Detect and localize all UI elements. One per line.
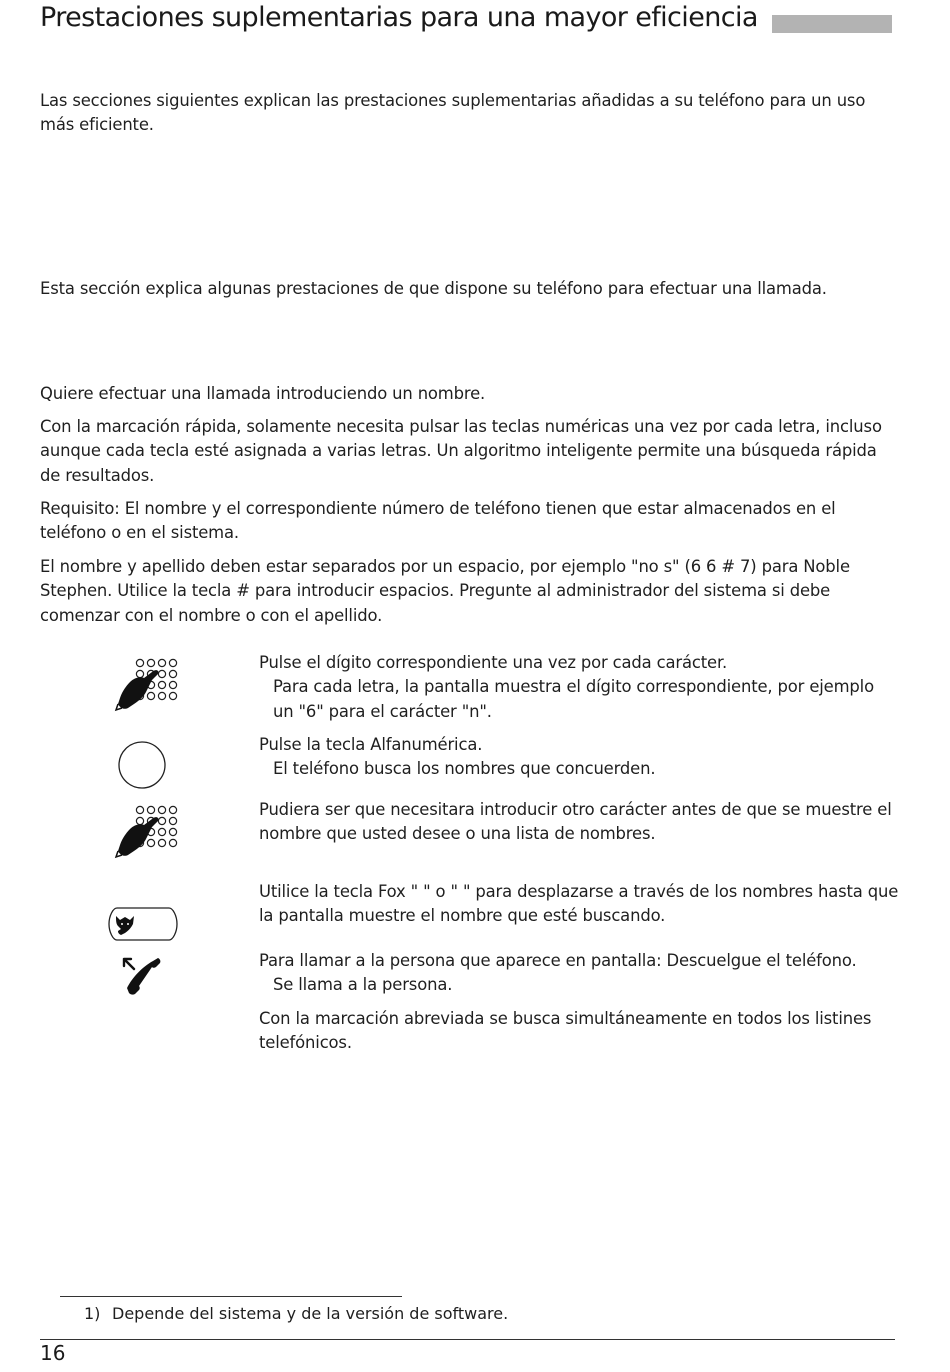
paragraph-name-format: El nombre y apellido deben estar separados por un espacio, por ejemplo "no s" (6 6 # 7) para Noble Stephen. Utilice la tecla # para introducir espacios. Pregunte al administrador del sistema si debe comenzar con el nombre o con el apellido.: [40, 557, 850, 625]
page-title: Prestaciones suplementarias para una mayor eficiencia: [40, 2, 758, 33]
step-2-main: Pulse la tecla Alfanumérica.: [259, 735, 483, 754]
step-2-sub: El teléfono busca los nombres que concuerden.: [273, 759, 656, 779]
page-bottom-rule: [40, 1339, 895, 1340]
note-paragraph: Con la marcación abreviada se busca simultáneamente en todos los listines telefónicos.: [259, 1009, 872, 1053]
fox-key-icon[interactable]: [107, 906, 179, 942]
step-1-text: [259, 651, 899, 724]
page-number: 16: [40, 1341, 66, 1365]
paragraph-purpose: Quiere efectuar una llamada introduciendo un nombre.: [40, 384, 486, 403]
paragraph-quick-dial: Con la marcación rápida, solamente necesita pulsar las teclas numéricas una vez por cada letra, incluso aunque cada tecla esté asignada a varias letras. Un algoritmo inteligente permite una búsqueda rápida de resultados.: [40, 417, 882, 485]
step-5-text: [259, 949, 899, 998]
section-paragraph: Esta sección explica algunas prestaciones de que dispone su teléfono para efectuar una llamada.: [40, 279, 827, 298]
step-4-main: Utilice la tecla Fox " " o " " para desplazarse a través de los nombres hasta que la pantalla muestre el nombre que esté buscando.: [259, 882, 899, 926]
title-accent-bar: [772, 15, 892, 33]
intro-paragraph: Las secciones siguientes explican las prestaciones suplementarias añadidas a su teléfono para un uso más eficiente.: [40, 91, 866, 135]
step-1-sub: Para cada letra, la pantalla muestra el dígito correspondiente, por ejemplo un "6" para el carácter "n".: [273, 677, 874, 721]
step-4-text: [259, 880, 899, 929]
footnote-number: 1): [84, 1304, 101, 1323]
footnote-rule: [60, 1296, 402, 1297]
handset-lift-icon: [120, 955, 164, 997]
keypad-hand-icon: [114, 654, 184, 712]
step-5-sub: Se llama a la persona.: [273, 975, 453, 995]
step-5-main: Para llamar a la persona que aparece en pantalla: Descuelgue el teléfono.: [259, 951, 857, 970]
step-1-main: Pulse el dígito correspondiente una vez por cada carácter.: [259, 653, 728, 672]
round-key-icon[interactable]: [117, 740, 169, 792]
keypad-hand-icon: [114, 801, 184, 859]
footnote-text: Depende del sistema y de la versión de software.: [112, 1304, 509, 1323]
paragraph-requirement: Requisito: El nombre y el correspondiente número de teléfono tienen que estar almacenados en el teléfono o en el sistema.: [40, 499, 836, 543]
footnote: [84, 1303, 508, 1325]
step-3-main: Pudiera ser que necesitara introducir otro carácter antes de que se muestre el nombre que usted desee o una lista de nombres.: [259, 800, 892, 844]
step-3-text: [259, 798, 899, 847]
step-2-text: [259, 733, 899, 782]
